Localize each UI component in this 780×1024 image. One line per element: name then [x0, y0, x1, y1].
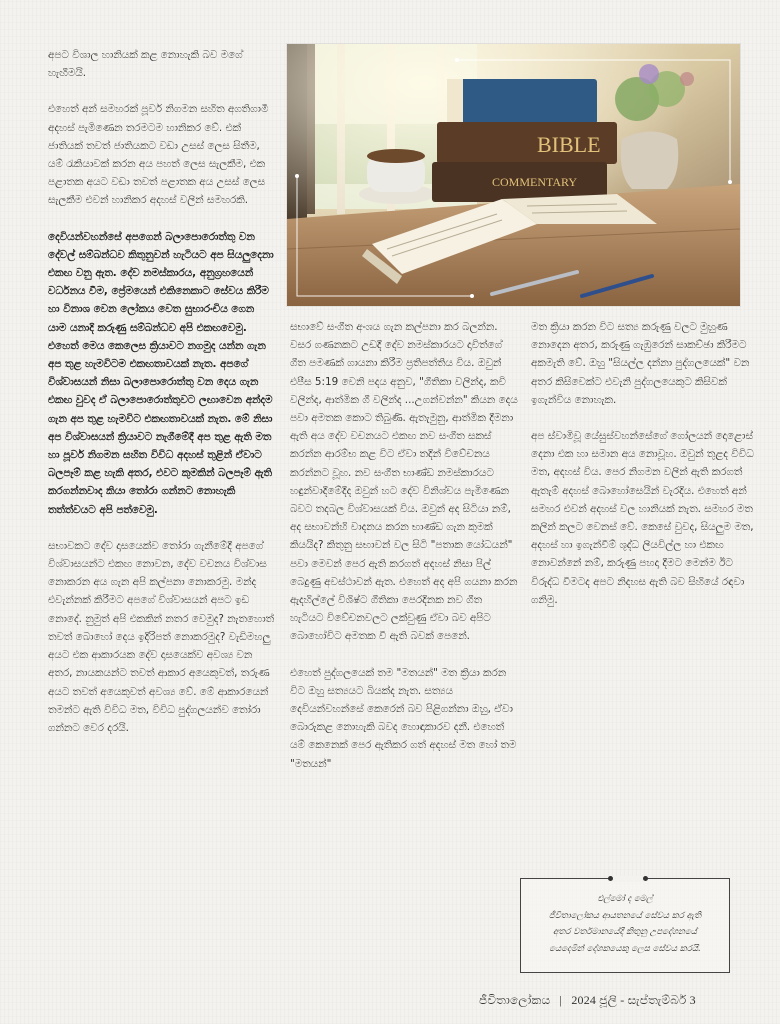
article-column-2 [290, 318, 518, 791]
page-number: 3 [689, 993, 696, 1007]
article-column-3 [531, 318, 759, 627]
article-paragraph: සභාවකට දේව දාසයෙක්ව තෝරා ගැනීමේදී අපගේ විශ්වාසයන්ට එකඟ නොවන, දේව වචනය විශ්වාස නොකරන අය ගැන අපි කල්පනා නොකරමු. මන්ද එවැන්නක් කිරීමට අපගේ විශ්වාසයන් අපට ඉඩ නොදේ. නුමුත් අපි එකකින් නතර වෙමුද? නැතහොත් තවත් බොහෝ දෙය ඉදිරිපත් නොකරමුද? වැඩිමහලු අයට එක ආකාරයක දේව දාසයෙක්ව අවශ්‍ය වන අතර, නායකයන්ට තවත් ආකාර අයෙකුවත්, තරුණ අයට තවත් අයෙකුවත් අවශ්‍ය වේ. මේ ආකාරයෙන් තමන්ට ඇති විවිධ මත, විවිධ පුද්ගලයන්ව තෝරා ගන්නට වෙර දරයි. [48, 539, 275, 734]
book-label-commentary: COMMENTARY [492, 175, 578, 189]
page-footer [479, 993, 759, 1008]
desk-books-illustration [287, 44, 740, 306]
hero-image [287, 44, 740, 306]
article-column-1 [48, 46, 276, 755]
article-paragraph: මත ක්‍රියා කරන විට සත්‍ය කරුණු වලට මුහුණ නොදෙන අතර, කරුණු ගැඹුරෙන් සාකච්ඡා කිරීමට අකමැති වේ. ඔහු "සියල්ල දන්නා පුද්ගලයෙක්" වන අතර කිසිවෙක්ට එවැනි පුද්ගලයෙකුට කිසිවක් ඉගැන්විය නොහැක. [531, 321, 750, 406]
article-paragraph: අප ස්වාමිවූ යේසුස්වහන්සේගේ ගෝලයන් දොළොස් දෙනා එක හා සමාන අය නොවූහ. ඔවුන් තුළද විවිධ මත, අදහස් විය. පෙර නිගමන වලින් ඇති කරගත් ඇතැම් අදහස් බොහෝසෙයින් වැරදිය. එහෙත් අන් සමහර එවන් අදහස් වල හානියක් නැත. සමහර මත කලින් කලට වෙනස් වේ. කෙසේ වුවද, සියලුම මත, අදහස් හා ඉගැන්වීම් ශුද්ධ ලියවිල්ල හා එකඟ නොවන්නේ නම්, කරුණු පහදා දීමට මෙන්ම ඊට විරුද්ධ වීමටද අපට නිදහස ඇති බව සිහියේ රඳවා ගනිමු. [531, 430, 754, 606]
article-paragraph: අපට විශාල හානියක් කළ නොහැකි බව මගේ හැඟීමයි. [48, 49, 243, 80]
issue-date: 2024 ජූලි - සැප්තැම්බර් [571, 993, 687, 1007]
footer-separator: | [559, 993, 563, 1007]
article-paragraph: එහෙත් අන් සමහරක් පූර්ව නිගමන සහිත අගතිගාමී අදහස් පැමිණෙන තරමටම හානිකර වේ. එක් ජාතියක් තවත් ජාතියකට වඩා උසස් ලෙස සිතීම, යම් රැකියාවක් කරන අය පහත් ලෙස සැලකීම, එක පළාතක අයට වඩා තවත් පළාතක අය උසස් ලෙස සැලකීම එවන් හානිකර අදහස් වලින් සමහරකි. [48, 103, 269, 207]
article-paragraph: එහෙත් පුද්ගලයෙක් තම "මතයන්" මත ක්‍රියා කරන විට ඔහු සත්‍යයට බියක්ද නැත. සත්‍යය දෙවියන්වහන්සේ කෙරෙන් බව පිළිගන්නා ඔහු, ඒවා බොරුකළ නොහැකි බවද හොඳාකාරව දනී. එහෙත් යම් කෙනෙක් පෙර ඇතිකර ගත් අදහස් මත හෝ තම "මතයන්" [290, 666, 517, 770]
frame-dot [608, 876, 613, 881]
author-bio-box [520, 878, 730, 973]
book-label-bible: BIBLE [537, 132, 601, 157]
publication-name: ජීවිතාලෝකය [479, 993, 551, 1007]
article-paragraph: සභාවේ සංගීත අංශය ගැන කල්පනා කර බලන්න. වසර ගණනකට උඩදී දේව නමස්කාරයට දාවිත්ගේ ගීත පමණක් ගායනා කිරීම ප්‍රතිපත්තිය විය. ඔවුන් එපීස 5:19 වෙනි පදය අනුව, "ගීතිකා වලින්ද, කවි වලින්ද, ආත්මික ගී වලින්ද ...උගන්වන්න" කියන දෙය පවා අමතක කොට තිබුණි. ඇතැමුනු, ආත්මික දීමනා ඇති අය දේව වචනයට එකඟ නව සංගීත සකස් කරන්න ආරම්භ කළ විට ඒවා තදින් විවේචනය කරන්නට වූහ. නව සංගීත භාණ්ඩ නමස්කාරයට හඳුන්වාදීමේදීද ඔවුන් හට දේව විනිශ්චය පැමිණෙන බවට තදබල විශ්වාසයක් විය. ඔවුන් අද සිටියා නම්, අද සභාවන්හි වාදනය කරන භාණ්ඩ ගැන කුමක් කියයිද? කිතුනු සභාවන් වල සිටි "පතාක යෝධයන්" පවා මෙවන් පෙර ඇති කරගත් අදහස් නිසා පිල් බෙදුණු අවස්ථාවන් ඇත. එහෙත් අද අපි ගයනා කරන ඇදහිල්ලේ විශිෂ්ට ගීතිකා පෙරදිනක නව ගීත හැටියට විවේචනවලට ලක්වුණු ඒවා බව අපිට බොහෝවිට අමතක වී ඇති බවක් පෙනේ. [290, 321, 518, 643]
frame-dot [643, 876, 648, 881]
author-bio-text: එල්මෝ ද මෙල් ජීවිතාලෝකය ආයතනයේ සේවය කර ඇති අතර වර්තමානයේදී කිතුනු උපදේශනයේ යෙදෙමින් දේශකයෙකු ලෙස සේවය කරයි. [548, 894, 702, 954]
article-paragraph: දෙවියන්වහන්සේ අපගෙන් බලාපොරොත්තු වන දේවල් සම්බන්ධව කිතුනුවන් හැටියට අප සියලුදෙනා එකඟ වනු ඇත. දේව නමස්කාරය, අනුග්‍රහයෙන් වර්ධනය වීම, ප්‍රේමයෙන් එකිනෙකාට සේවය කිරීම හා විනාශ වෙන ලෝකය වෙත සුභාරංචිය ගෙන යාම යනාදි කරුණු සම්බන්ධව අපි එකඟවෙමු. එහෙත් මෙය කෙලෙස ක්‍රියාවට නගමුද යන්න ගැන අප තුළ හැමවිටම එකඟතාවයක් නැත. අපගේ විශ්වාසයන් නිසා බලාපොරොත්තු වන දෙය ගැන එකඟ වුවද ඒ බලාපොරොත්තුවට ලඟාවෙන අන්දම ගැන අප තුළ හැමවිට එකඟතාවයක් නැත. මේ නිසා අප විශ්වාසයන් ක්‍රියාවට නැගීමේදී අප තුළ ඇති මත හා පූර්ව නිගමන සහිත විවිධ අදහස් තුළින් ඒවාට බලපෑම් කළ හැකි අතර, එවට කුමකින් බලපෑම් ඇති කරගන්නවාද කියා තෝරා ගන්නට නොහැකි තත්ත්වයට අපි පත්වෙමු. [48, 230, 274, 516]
frame-gap [611, 876, 645, 882]
